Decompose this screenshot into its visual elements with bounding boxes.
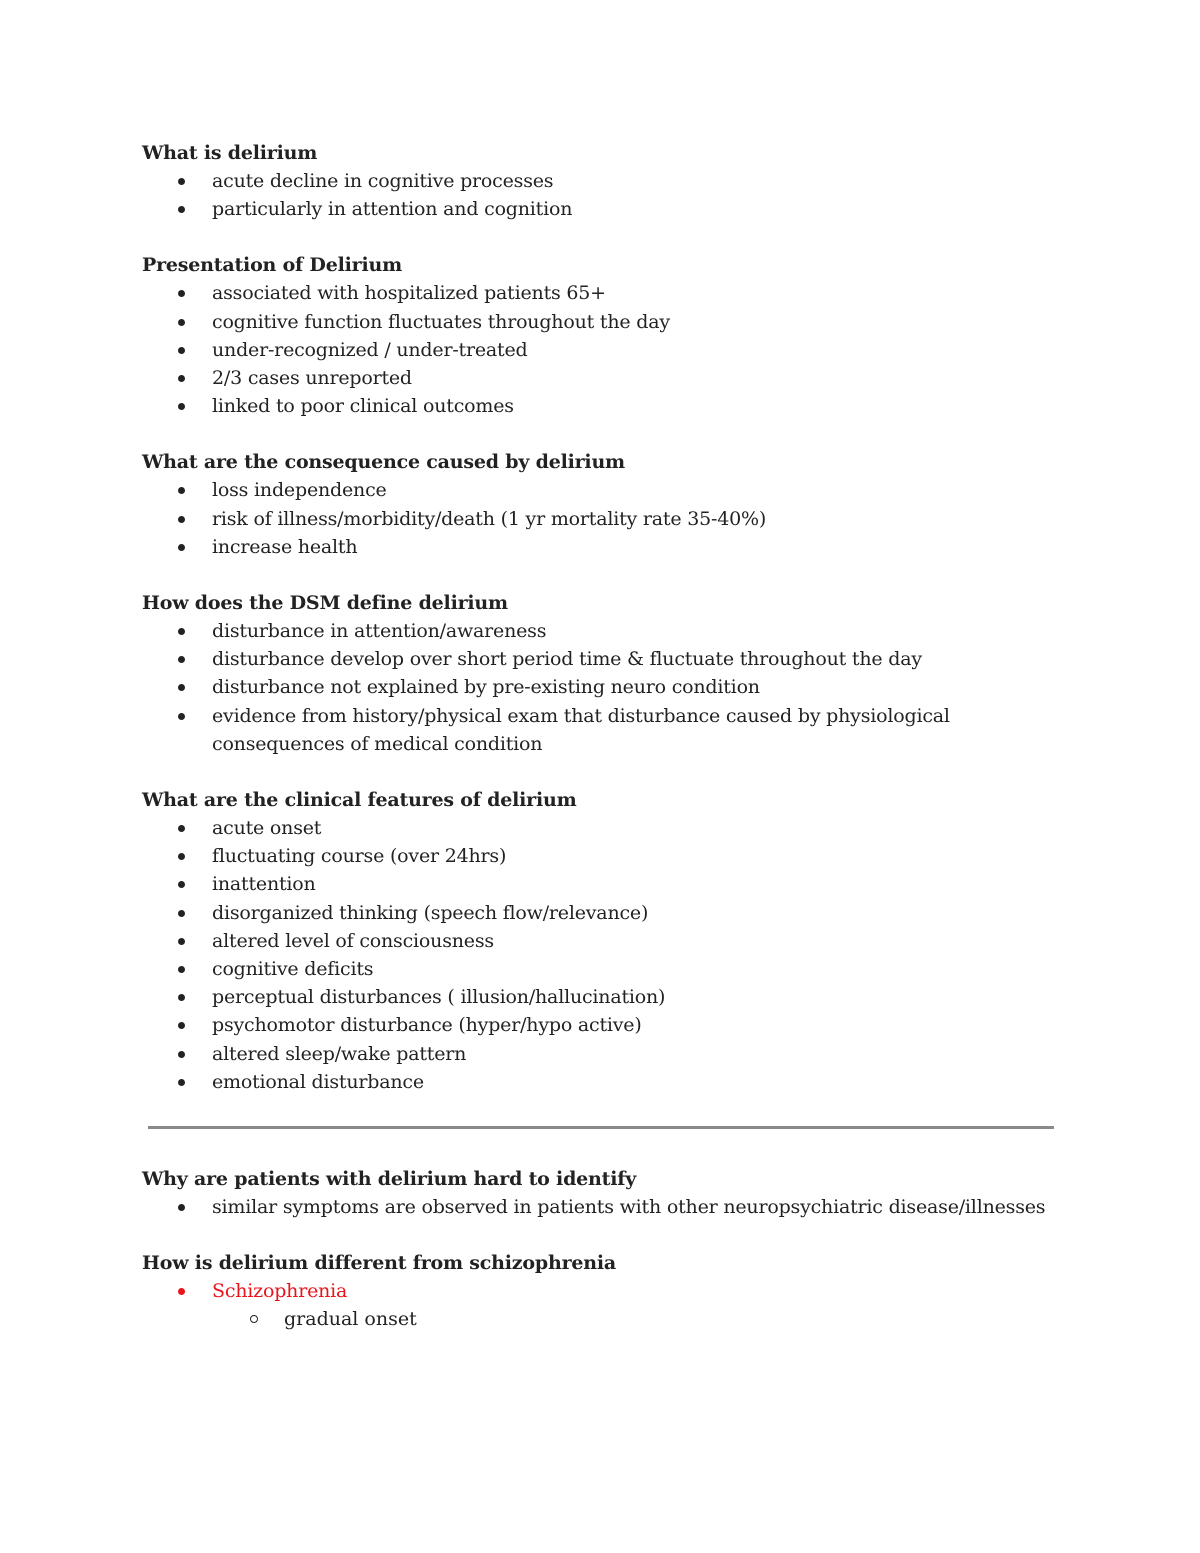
bullet-list (142, 167, 1072, 223)
list-item: loss independence (142, 476, 1072, 504)
bullet-list (142, 476, 1072, 561)
list-item: disorganized thinking (speech flow/relevance) (142, 899, 1072, 927)
list-item-schizophrenia: Schizophrenia (142, 1277, 1072, 1305)
list-item: under-recognized / under-treated (142, 336, 1072, 364)
list-item: altered level of consciousness (142, 927, 1072, 955)
list-item: evidence from history/physical exam that disturbance caused by physiological consequences of medical condition (142, 702, 1072, 758)
list-item: particularly in attention and cognition (142, 195, 1072, 223)
list-item: acute decline in cognitive processes (142, 167, 1072, 195)
list-item: cognitive deficits (142, 955, 1072, 983)
horizontal-divider (148, 1126, 1054, 1129)
section-consequences (142, 448, 1072, 561)
section-vs-schizophrenia (142, 1249, 1072, 1333)
sub-list-item: gradual onset (142, 1305, 1072, 1333)
document-page (142, 139, 1072, 1362)
list-item: disturbance develop over short period time & fluctuate throughout the day (142, 645, 1072, 673)
section-heading: Presentation of Delirium (142, 254, 402, 277)
list-item: 2/3 cases unreported (142, 364, 1072, 392)
list-item: perceptual disturbances ( illusion/hallucination) (142, 983, 1072, 1011)
list-item: inattention (142, 870, 1072, 898)
list-item: fluctuating course (over 24hrs) (142, 842, 1072, 870)
list-item: increase health (142, 533, 1072, 561)
section-dsm-definition (142, 589, 1072, 758)
bullet-list (142, 279, 1072, 420)
list-item: psychomotor disturbance (hyper/hypo active) (142, 1011, 1072, 1039)
list-item: risk of illness/morbidity/death (1 yr mortality rate 35-40%) (142, 505, 1072, 533)
list-item: acute onset (142, 814, 1072, 842)
section-heading: How is delirium different from schizophrenia (142, 1252, 617, 1275)
section-what-is-delirium (142, 139, 1072, 223)
list-item: associated with hospitalized patients 65+ (142, 279, 1072, 307)
bullet-list (142, 1277, 1072, 1305)
list-item: altered sleep/wake pattern (142, 1040, 1072, 1068)
section-hard-to-identify (142, 1165, 1072, 1221)
section-heading: What is delirium (142, 142, 318, 164)
list-item: similar symptoms are observed in patients with other neuropsychiatric disease/illnesses (142, 1193, 1072, 1221)
section-heading: How does the DSM define delirium (142, 592, 508, 615)
list-item: disturbance in attention/awareness (142, 617, 1072, 645)
bullet-list (142, 814, 1072, 1096)
list-item: cognitive function fluctuates throughout the day (142, 308, 1072, 336)
section-heading: What are the consequence caused by delirium (142, 451, 625, 474)
section-heading: What are the clinical features of delirium (142, 789, 577, 812)
sub-bullet-list (142, 1305, 1072, 1333)
bullet-list (142, 617, 1072, 758)
section-presentation (142, 251, 1072, 420)
section-heading: Why are patients with delirium hard to identify (142, 1168, 637, 1191)
list-item: emotional disturbance (142, 1068, 1072, 1096)
list-item: linked to poor clinical outcomes (142, 392, 1072, 420)
list-item: disturbance not explained by pre-existing neuro condition (142, 673, 1072, 701)
section-clinical-features (142, 786, 1072, 1096)
bullet-list (142, 1193, 1072, 1221)
